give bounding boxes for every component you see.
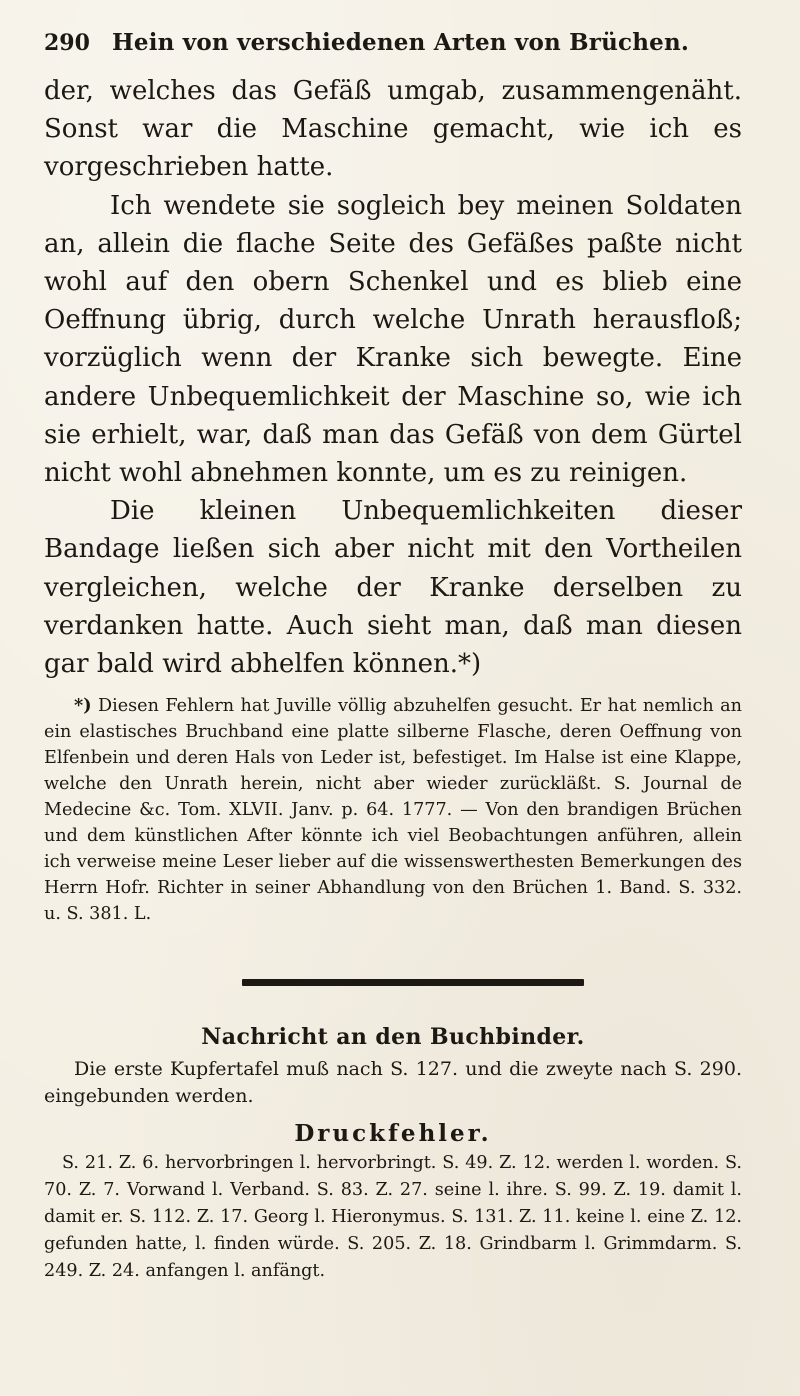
main-text — [44, 72, 742, 683]
footnote — [44, 693, 742, 927]
paragraph: Ich wendete sie sogleich bey meinen Soldaten an, allein die flache Seite des Gefäßes paßte nicht wohl auf den obern Schenkel und es blieb eine Oeffnung übrig, durch welche Unrath herausfloß; vorzüglich wenn der Kranke sich bewegte. Eine andere Unbequemlichkeit der Maschine so, wie ich sie erhielt, war, daß man das Gefäß von dem Gürtel nicht wohl abnehmen konnte, um es zu reinigen. — [44, 190, 742, 489]
running-head — [44, 28, 742, 58]
running-title: Hein von verschiedenen Arten von Brüchen. — [111, 29, 690, 56]
section-divider — [242, 979, 584, 986]
errata-text: S. 21. Z. 6. hervorbringen l. hervorbringt. S. 49. Z. 12. werden l. worden. S. 70. Z. 7. Vorwand l. Verband. S. 83. Z. 27. seine l. ihre. S. 99. Z. 19. damit l. damit er. S. 112. Z. 17. Georg l. Hieronymus. S. 131. Z. 11. keine l. eine Z. 12. gefunden hatte, l. finden würde. S. 205. Z. 18. Grindbarm l. Grimmdarm. S. 249. Z. 24. anfangen l. anfängt. — [44, 1153, 742, 1282]
page-number: 290 — [44, 30, 90, 56]
paragraph: Die kleinen Unbequemlichkeiten dieser Bandage ließen sich aber nicht mit den Vortheilen vergleichen, welche der Kranke derselben zu verdanken hatte. Auch sieht man, daß man diesen gar bald wird abhelfen können.*) — [44, 496, 742, 680]
footnote-marker: *) — [74, 695, 92, 717]
paragraph: der, welches das Gefäß umgab, zusammengenäht. Sonst war die Maschine gemacht, wie ich es vorgeschrieben hatte. — [44, 76, 742, 183]
footnote-text: Diesen Fehlern hat Juville völlig abzuhelfen gesucht. Er hat nemlich an ein elastisches Bruchband eine platte silberne Flasche, deren Oeffnung von Elfenbein und deren Hals von Leder ist, befestiget. Im Halse ist eine Klappe, welche den Unrath herein, nicht aber wieder zurückläßt. S. Journal de Medecine &c. Tom. XLVII. Janv. p. 64. 1777. — Von den brandigen Brüchen und dem künstlichen After könnte ich viel Beobachtungen anführen, allein ich verweise meine Leser lieber auf die wissenswerthesten Bemerkungen des Herrn Hofr. Richter in seiner Abhandlung von den Brüchen 1. Band. S. 332. u. S. 381. L. — [44, 696, 743, 925]
notice-text: Die erste Kupfertafel muß nach S. 127. und die zweyte nach S. 290. eingebunden werden. — [44, 1058, 742, 1108]
errata-heading: Druckfehler. — [294, 1120, 492, 1148]
notice-heading: Nachricht an den Buchbinder. — [201, 1024, 585, 1051]
